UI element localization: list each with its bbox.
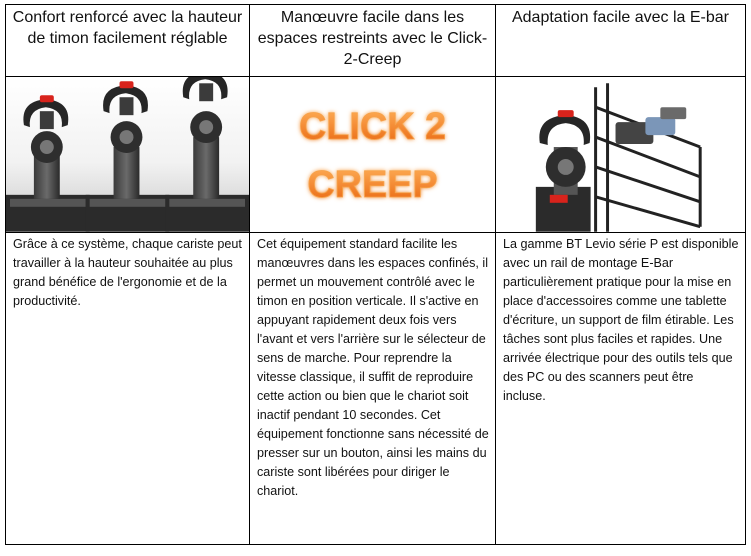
image-cell-click2creep — [250, 77, 496, 233]
feature-table — [5, 4, 746, 545]
body-cell-ebar: La gamme BT Levio série P est disponible avec un rail de montage E-Bar particulièrement pratique pour la mise en place d'accessoires comme une tablette d'écriture, un support de film étirable. Les tâches sont plus faciles et rapides. Une arrivée électrique pour des outils tels que des PC ou des scanners peut être incluse. — [496, 233, 746, 545]
header-row — [6, 5, 746, 77]
tiller-heights-photo-icon — [6, 77, 249, 232]
header-cell-click2creep: Manœuvre facile dans les espaces restreints avec le Click-2-Creep — [250, 5, 496, 77]
header-cell-ebar: Adaptation facile avec la E-bar — [496, 5, 746, 77]
header-cell-tiller: Confort renforcé avec la hauteur de timon facilement réglable — [6, 5, 250, 77]
body-cell-click2creep: Cet équipement standard facilite les manœuvres dans les espaces confinés, il permet un mouvement contrôlé avec le timon en position verticale. Il s'active en appuyant rapidement deux fois vers l'avant et vers l'arrière sur le sélecteur de sens de marche. Pour reprendre la vitesse classique, il suffit de reproduire cette action ou bien que le chariot soit inactif pendant 10 secondes. Cet équipement fonctionne sans nécessité de presser sur un bouton, ainsi les mains du cariste sont libérées pour diriger le chariot. — [250, 233, 496, 545]
click2creep-line-1: CLICK 2 — [298, 106, 447, 149]
body-row — [6, 233, 746, 545]
image-row — [6, 77, 746, 233]
e-bar-accessory-rail-photo-icon — [496, 77, 745, 232]
click2creep-line-2: CREEP — [307, 163, 438, 206]
click2creep-logo — [250, 77, 495, 232]
image-cell-tiller — [6, 77, 250, 233]
body-cell-tiller: Grâce à ce système, chaque cariste peut travailler à la hauteur souhaitée au plus grand bénéfice de l'ergonomie et de la productivité. — [6, 233, 250, 545]
image-cell-ebar — [496, 77, 746, 233]
